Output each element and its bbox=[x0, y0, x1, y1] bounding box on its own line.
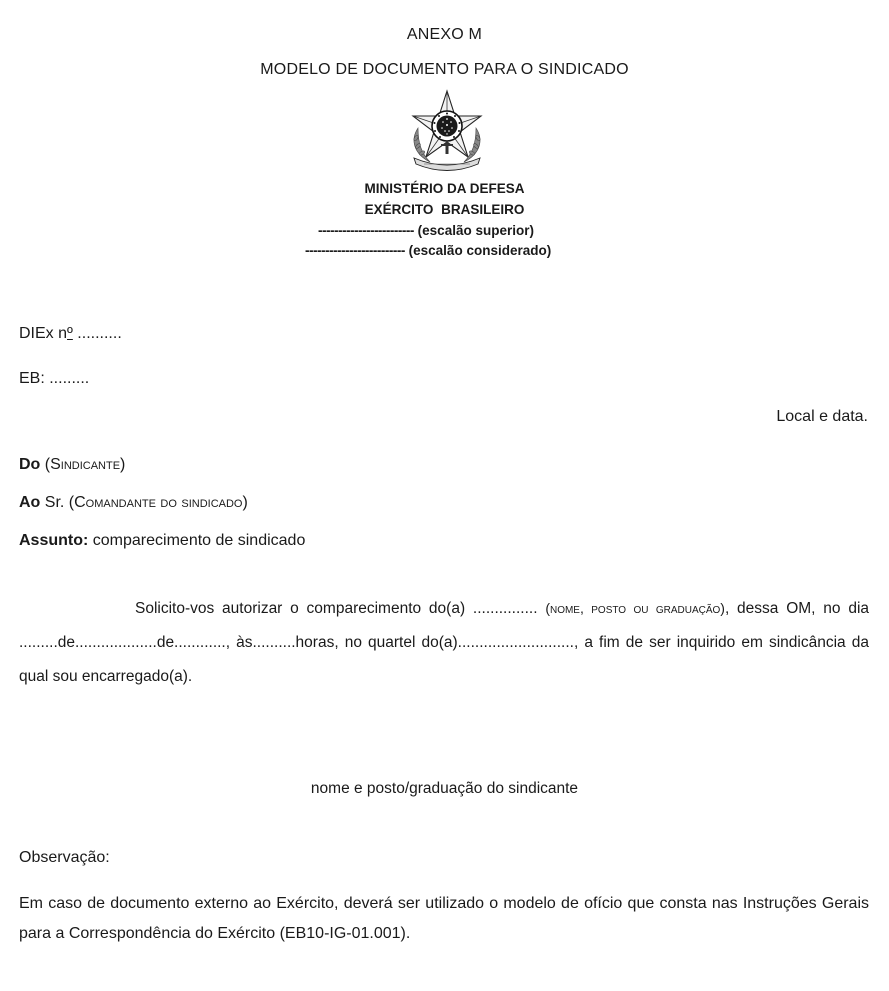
annex-title: ANEXO M bbox=[406, 26, 483, 43]
diex-dots: .......... bbox=[72, 325, 122, 342]
from-value: (Sindicante) bbox=[44, 456, 126, 473]
escalao-considerado-dashes: ------------------------- bbox=[305, 243, 405, 258]
to-line bbox=[19, 494, 248, 512]
army-name: EXÉRCITO BRASILEIRO bbox=[364, 202, 525, 217]
escalao-superior-dashes: ------------------------ bbox=[318, 223, 414, 238]
request-placeholder-sc: (nome, posto ou graduação) bbox=[545, 600, 725, 616]
ministry-name: MINISTÉRIO DA DEFESA bbox=[364, 181, 525, 196]
from-line bbox=[19, 456, 125, 474]
signature-line: nome e posto/graduação do sindicante bbox=[310, 780, 579, 797]
diex-prefix: DIEx n bbox=[19, 325, 68, 342]
subject-line bbox=[19, 532, 305, 550]
to-prefix: Sr. bbox=[44, 494, 65, 511]
escalao-superior-label: (escalão superior) bbox=[417, 223, 534, 238]
model-title: MODELO DE DOCUMENTO PARA O SINDICADO bbox=[260, 61, 629, 78]
subject-value: comparecimento de sindicado bbox=[92, 532, 306, 549]
escalao-considerado-label: (escalão considerado) bbox=[408, 243, 552, 258]
diex-number bbox=[19, 325, 122, 343]
diex-ordinal: º bbox=[67, 325, 73, 342]
brazil-coat-of-arms-icon bbox=[404, 88, 490, 174]
request-paragraph bbox=[19, 591, 869, 694]
to-value: (Comandante do sindicado) bbox=[68, 494, 248, 511]
request-text-a: Solicito-vos autorizar o comparecimento do(a) ............... bbox=[135, 600, 546, 617]
request-text-b: , dessa OM, no dia .........de...................de............, às..........horas, no quartel do(a)..........................., a fim de ser inquirido em sindicância da qual sou encarregado(a). bbox=[19, 600, 870, 685]
to-label: Ao bbox=[19, 494, 41, 511]
observation-title: Observação: bbox=[19, 849, 110, 866]
local-and-date: Local e data. bbox=[776, 408, 868, 425]
escalao-superior bbox=[318, 223, 534, 238]
from-label: Do bbox=[19, 456, 41, 473]
escalao-considerado bbox=[305, 243, 551, 258]
observation-text: Em caso de documento externo ao Exército, deverá ser utilizado o modelo de ofício que consta nas Instruções Gerais para a Correspondência do Exército (EB10-IG-01.001). bbox=[19, 895, 869, 942]
subject-label: Assunto: bbox=[19, 532, 89, 549]
eb-number: EB: ......... bbox=[19, 370, 90, 387]
